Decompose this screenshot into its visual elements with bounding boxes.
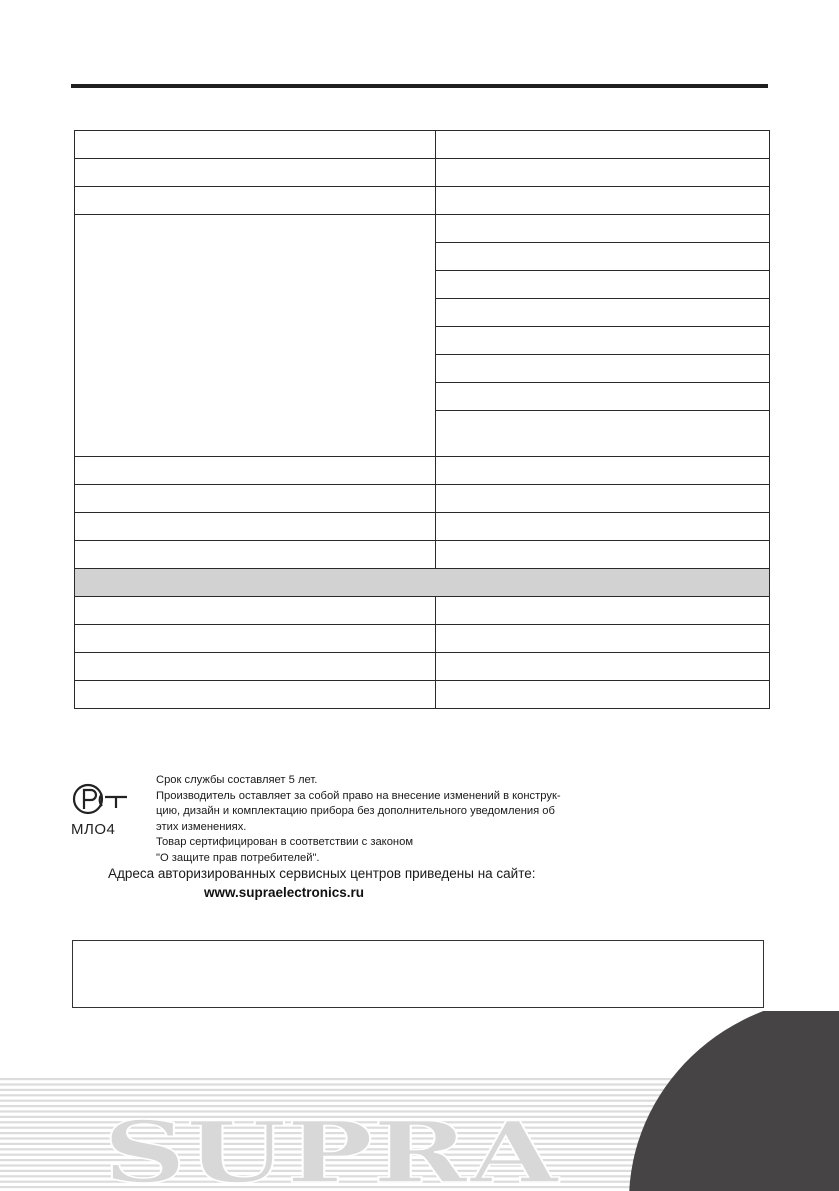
table-cell [436, 681, 770, 709]
table-row [75, 541, 770, 569]
brand-wordmark: SUPRA [103, 1103, 561, 1191]
table-cell [436, 159, 770, 187]
table-row [75, 485, 770, 513]
table-cell [436, 299, 770, 327]
table-cell [75, 597, 436, 625]
table-row [75, 681, 770, 709]
table-cell [75, 159, 436, 187]
table-cell [436, 513, 770, 541]
empty-note-box [72, 940, 764, 1008]
table-cell [436, 653, 770, 681]
service-centers-text: Адреса авторизированных сервисных центров приведены на сайте: [108, 866, 536, 881]
note-line: этих изменениях. [156, 820, 247, 833]
table-section-row [75, 569, 770, 597]
table-cell [436, 215, 770, 243]
table-row [75, 457, 770, 485]
table-cell [436, 271, 770, 299]
table-cell [75, 485, 436, 513]
table-cell [75, 187, 436, 215]
note-line: Производитель оставляет за собой право на внесение изменений в конструк- [156, 789, 561, 802]
table-row [75, 215, 770, 243]
top-rule [71, 84, 768, 88]
table-cell [436, 597, 770, 625]
spec-table [74, 130, 770, 709]
certification-mark-icon [72, 782, 128, 816]
table-cell [75, 681, 436, 709]
table-cell [436, 411, 770, 457]
table-row [75, 159, 770, 187]
brand-logo [0, 1078, 690, 1191]
table-cell [75, 131, 436, 159]
table-cell [436, 541, 770, 569]
table-cell [75, 653, 436, 681]
table-row [75, 513, 770, 541]
table-cell [75, 625, 436, 653]
table-cell [75, 541, 436, 569]
table-cell [436, 243, 770, 271]
table-row [75, 597, 770, 625]
note-line: цию, дизайн и комплектацию прибора без дополнительного уведомления об [156, 805, 555, 818]
table-cell [436, 383, 770, 411]
notes-block [156, 773, 561, 867]
table-cell [436, 485, 770, 513]
certification-code: МЛО4 [71, 821, 116, 838]
table-cell [75, 457, 436, 485]
table-row [75, 187, 770, 215]
table-cell [436, 327, 770, 355]
table-cell [436, 457, 770, 485]
table-cell [75, 513, 436, 541]
corner-decoration [619, 1011, 839, 1191]
note-line: Товар сертифицирован в соответствии с законом [156, 836, 414, 849]
table-row [75, 131, 770, 159]
table-cell [436, 355, 770, 383]
table-cell-group [75, 215, 436, 457]
table-section-cell [75, 569, 770, 597]
note-line: Срок службы составляет 5 лет. [156, 774, 318, 786]
table-cell [436, 131, 770, 159]
table-cell [436, 187, 770, 215]
website-link[interactable]: www.supraelectronics.ru [204, 885, 365, 900]
table-row [75, 653, 770, 681]
note-line: "О защите прав потребителей". [156, 851, 320, 864]
table-row [75, 625, 770, 653]
table-cell [436, 625, 770, 653]
